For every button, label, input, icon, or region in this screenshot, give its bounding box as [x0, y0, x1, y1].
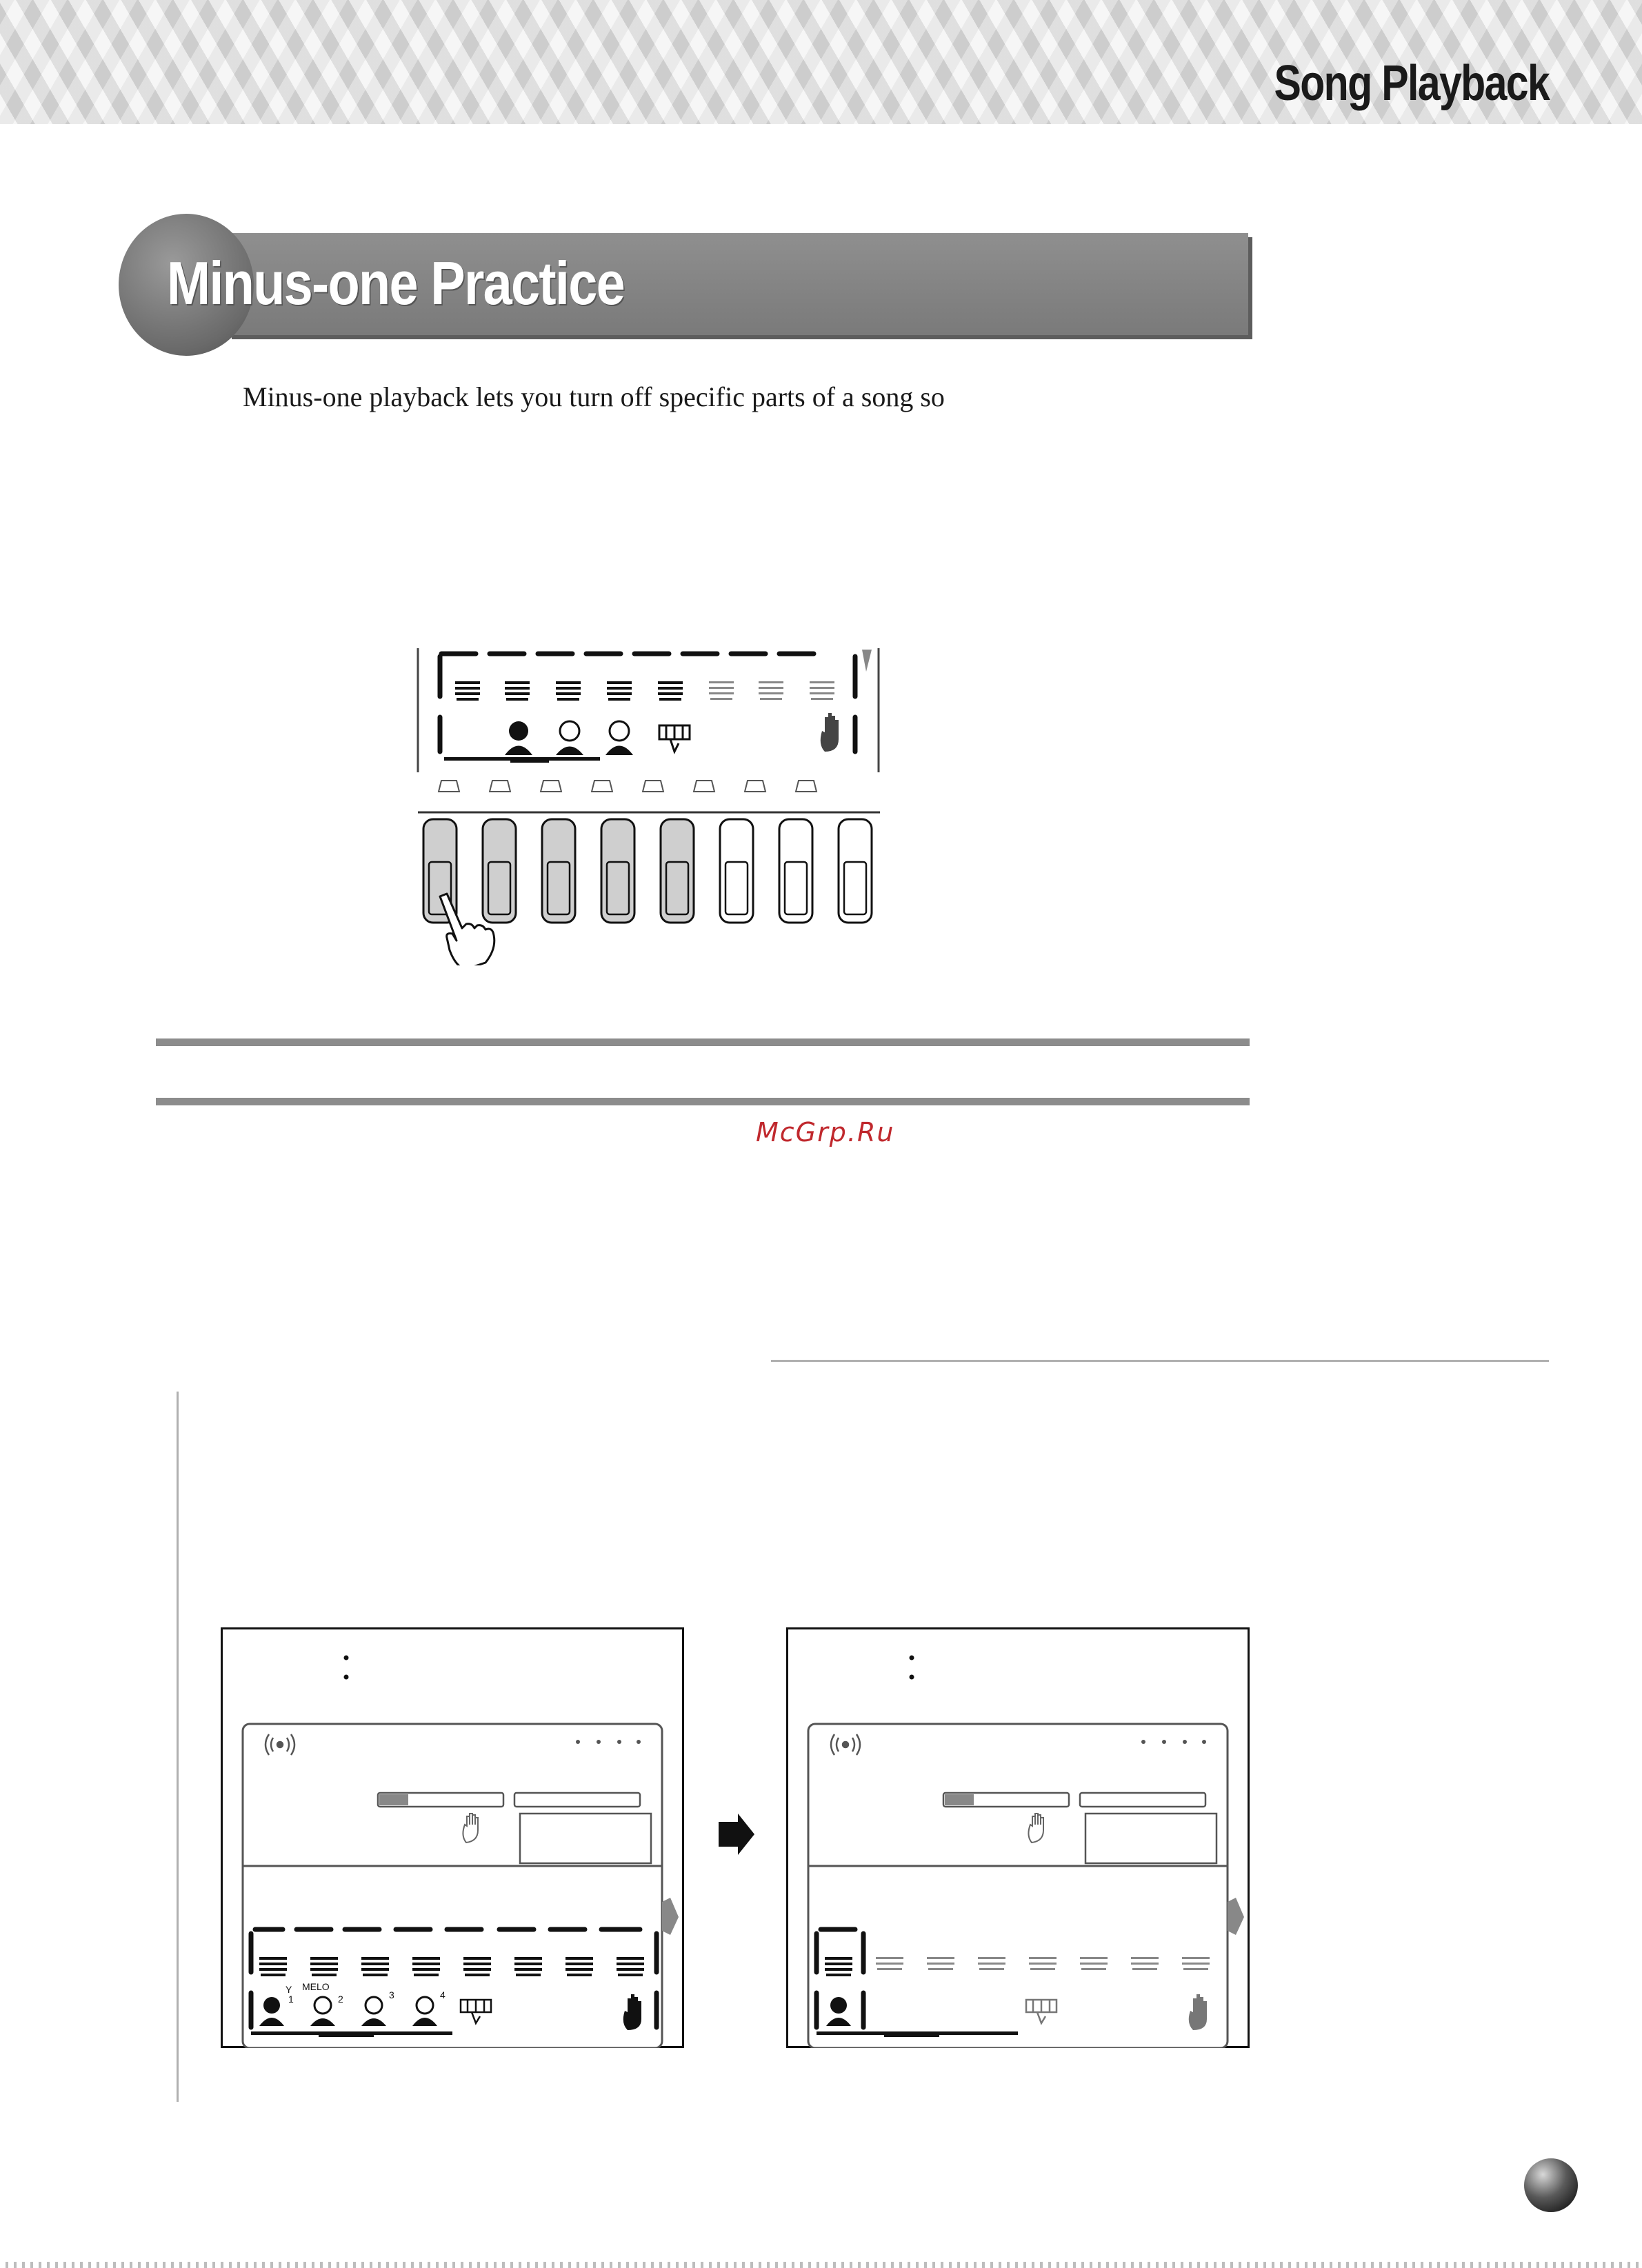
display-panel-after: [786, 1627, 1250, 2048]
track-display: [418, 648, 879, 772]
footer-band: [0, 2262, 1642, 2268]
part-number-1: 1: [288, 1994, 294, 2005]
intro-paragraph: Minus-one playback lets you turn off specific parts of a song so: [243, 381, 945, 412]
hand-icon: [821, 713, 839, 752]
part-number-3: 3: [389, 1989, 394, 2000]
part-label-melo: MELO: [302, 1981, 330, 1992]
page-number-ball: [1524, 2158, 1578, 2212]
section-title: Minus-one Practice: [167, 249, 624, 317]
track-buttons: [423, 819, 872, 923]
page-header-title: Song Playback: [1274, 56, 1549, 111]
step-margin-line: [177, 1392, 179, 2102]
rule-bottom: [156, 1098, 1250, 1105]
part-number-2: 2: [338, 1994, 343, 2005]
watermark: McGrp.Ru: [756, 1117, 895, 1147]
part-number-4: 4: [440, 1989, 445, 2000]
part-figure-icons: [505, 721, 633, 755]
display-panel-before: [221, 1627, 684, 2048]
keyboard-icon: [659, 725, 690, 752]
track-indicator-leds: [439, 781, 817, 792]
arrow-right-icon: [717, 1814, 756, 1855]
part-label-y: Y: [286, 1984, 292, 1995]
rule-top: [156, 1038, 1250, 1046]
thin-divider: [771, 1360, 1549, 1362]
track-buttons-figure: [414, 648, 883, 965]
track-level-meters: [455, 681, 834, 701]
